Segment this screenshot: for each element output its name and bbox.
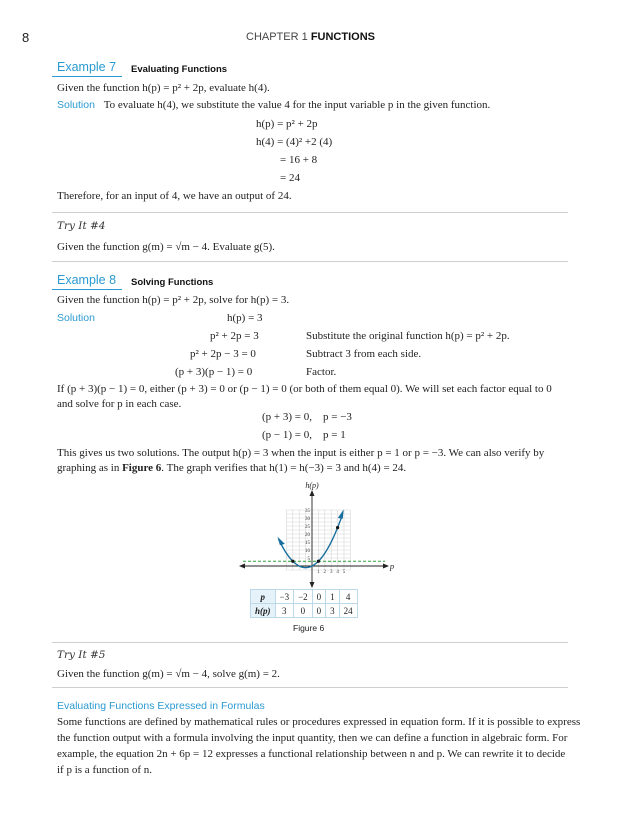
example-8-case-2-result: p = 1 [323, 429, 346, 441]
example-7-title: Evaluating Functions [131, 64, 228, 75]
try-it-4-text: Given the function g(m) = √m − 4. Evaluate g(5). [57, 241, 275, 253]
table-cell: 0 [294, 604, 313, 618]
x-tick-label: 1 [317, 570, 320, 575]
example-8-prompt: Given the function h(p) = p² + 2p, solve for h(p) = 3. [57, 294, 290, 306]
page-number: 8 [22, 30, 30, 45]
result-text-post: . The graph verifies that h(1) = h(−3) = 3 and h(4) = 24. [161, 462, 407, 474]
example-8-step-2-note: Substitute the original function h(p) = p² + 2p. [306, 330, 510, 342]
chapter-number: CHAPTER 1 [246, 31, 308, 43]
table-row [251, 590, 358, 604]
table-cell: −2 [294, 590, 313, 604]
x-tick-label: 4 [336, 570, 339, 575]
table-cell: 1 [326, 590, 340, 604]
section-line: Some functions are defined by mathematical rules or procedures expressed in equation form. If it is possible to express [57, 716, 581, 728]
example-7-label: Example 7 [57, 60, 117, 74]
example-8-factor-text-2: and solve for p in each case. [57, 398, 182, 410]
divider [52, 212, 568, 213]
curve-arrow-left [277, 537, 284, 545]
example-8-step-4-note: Factor. [306, 366, 337, 378]
function-graph [235, 480, 395, 590]
section-line: the function output with a formula involving the input quantity, then we can define a function in algebraic form. For [57, 732, 568, 744]
section-body [57, 714, 581, 778]
example-8-label: Example 8 [57, 273, 117, 287]
figure-caption: Figure 6 [293, 623, 325, 633]
example-8-solution-label: Solution [57, 312, 95, 324]
data-point [336, 526, 339, 529]
y-tick-label: 30 [305, 517, 310, 522]
divider [52, 261, 568, 262]
table-cell: 0 [312, 604, 326, 618]
table-cell: 3 [326, 604, 340, 618]
chapter-header [246, 31, 375, 43]
example-8-case-2: (p − 1) = 0, [262, 429, 312, 441]
table-header-hp: h(p) [251, 604, 276, 618]
example-7-step-2: h(4) = (4)² +2 (4) [256, 136, 333, 148]
table-cell: 24 [339, 604, 357, 618]
x-tick-label: 5 [342, 570, 346, 575]
try-it-5-label: Try It #5 [57, 649, 106, 661]
x-axis-arrow-left [239, 564, 245, 569]
try-it-5-text: Given the function g(m) = √m − 4, solve g(m) = 2. [57, 668, 280, 680]
y-tick-label: 15 [305, 541, 310, 546]
table-cell: 3 [275, 604, 294, 618]
y-tick-label: 10 [305, 549, 310, 554]
example-7-solution-text: To evaluate h(4), we substitute the value 4 for the input variable p in the given function. [103, 99, 491, 111]
y-axis-arrow-down [310, 582, 315, 588]
y-axis-label: h(p) [305, 481, 319, 490]
example-7-step-3: = 16 + 8 [280, 154, 318, 166]
try-it-4-label: Try It #4 [57, 220, 106, 232]
example-8-step-3-note: Subtract 3 from each side. [306, 348, 422, 360]
table-row [251, 604, 358, 618]
figure-6-graph [235, 480, 395, 590]
section-heading: Evaluating Functions Expressed in Formulas [57, 700, 265, 712]
x-tick-label: 3 [329, 570, 333, 575]
y-tick-label: 25 [305, 525, 310, 530]
example-8-title: Solving Functions [131, 277, 214, 288]
example-8-step-1: h(p) = 3 [227, 312, 263, 324]
section-line: if p is a function of n. [57, 764, 153, 776]
example-7-solution-line [57, 98, 490, 112]
example-7-step-4: = 24 [280, 172, 300, 184]
example-8-factor-text-1: If (p + 3)(p − 1) = 0, either (p + 3) = 0 or (p − 1) = 0 (or both of them equal 0). We will set each factor equal to 0 [57, 383, 552, 395]
table-cell: −3 [275, 590, 294, 604]
divider [52, 687, 568, 688]
table-cell: 0 [312, 590, 326, 604]
data-point [317, 560, 320, 563]
data-point [291, 560, 294, 563]
example-8-step-4: (p + 3)(p − 1) = 0 [175, 366, 253, 378]
chapter-title: FUNCTIONS [310, 31, 375, 43]
example-8-step-3: p² + 2p − 3 = 0 [190, 348, 256, 360]
y-tick-label: 20 [305, 533, 310, 538]
x-tick-label: 2 [323, 570, 327, 575]
table-cell: 4 [339, 590, 357, 604]
example-7-solution-label: Solution [57, 99, 95, 111]
example-8-result-text-1: This gives us two solutions. The output h(p) = 3 when the input is either p = 1 or p = −3. We can also verify by [57, 447, 545, 459]
example-7-step-1: h(p) = p² + 2p [256, 118, 318, 130]
example-8-result-text-2 [57, 461, 406, 475]
example-8-step-2: p² + 2p = 3 [210, 330, 259, 342]
y-tick-label: 35 [305, 509, 310, 514]
value-table [250, 589, 358, 618]
result-text-pre: graphing as in [57, 462, 123, 474]
example-7-prompt: Given the function h(p) = p² + 2p, evaluate h(4). [57, 82, 270, 94]
section-line: example, the equation 2n + 6p = 12 expresses a functional relationship between n and p. We can rewrite it to decide [57, 748, 566, 760]
y-tick-label: 5 [307, 557, 310, 562]
example-8-underline [52, 289, 122, 290]
divider [52, 642, 568, 643]
example-7-underline [52, 76, 122, 77]
example-8-case-1: (p + 3) = 0, [262, 411, 312, 423]
y-axis-arrow-up [310, 490, 315, 496]
example-7-conclusion: Therefore, for an input of 4, we have an output of 24. [57, 190, 292, 202]
example-8-case-1-result: p = −3 [323, 411, 352, 423]
table-header-p: p [251, 590, 276, 604]
x-axis-label: p [389, 561, 395, 571]
parabola-curve [279, 515, 343, 568]
x-axis-arrow-right [383, 564, 389, 569]
figure-reference: Figure 6 [122, 462, 162, 474]
